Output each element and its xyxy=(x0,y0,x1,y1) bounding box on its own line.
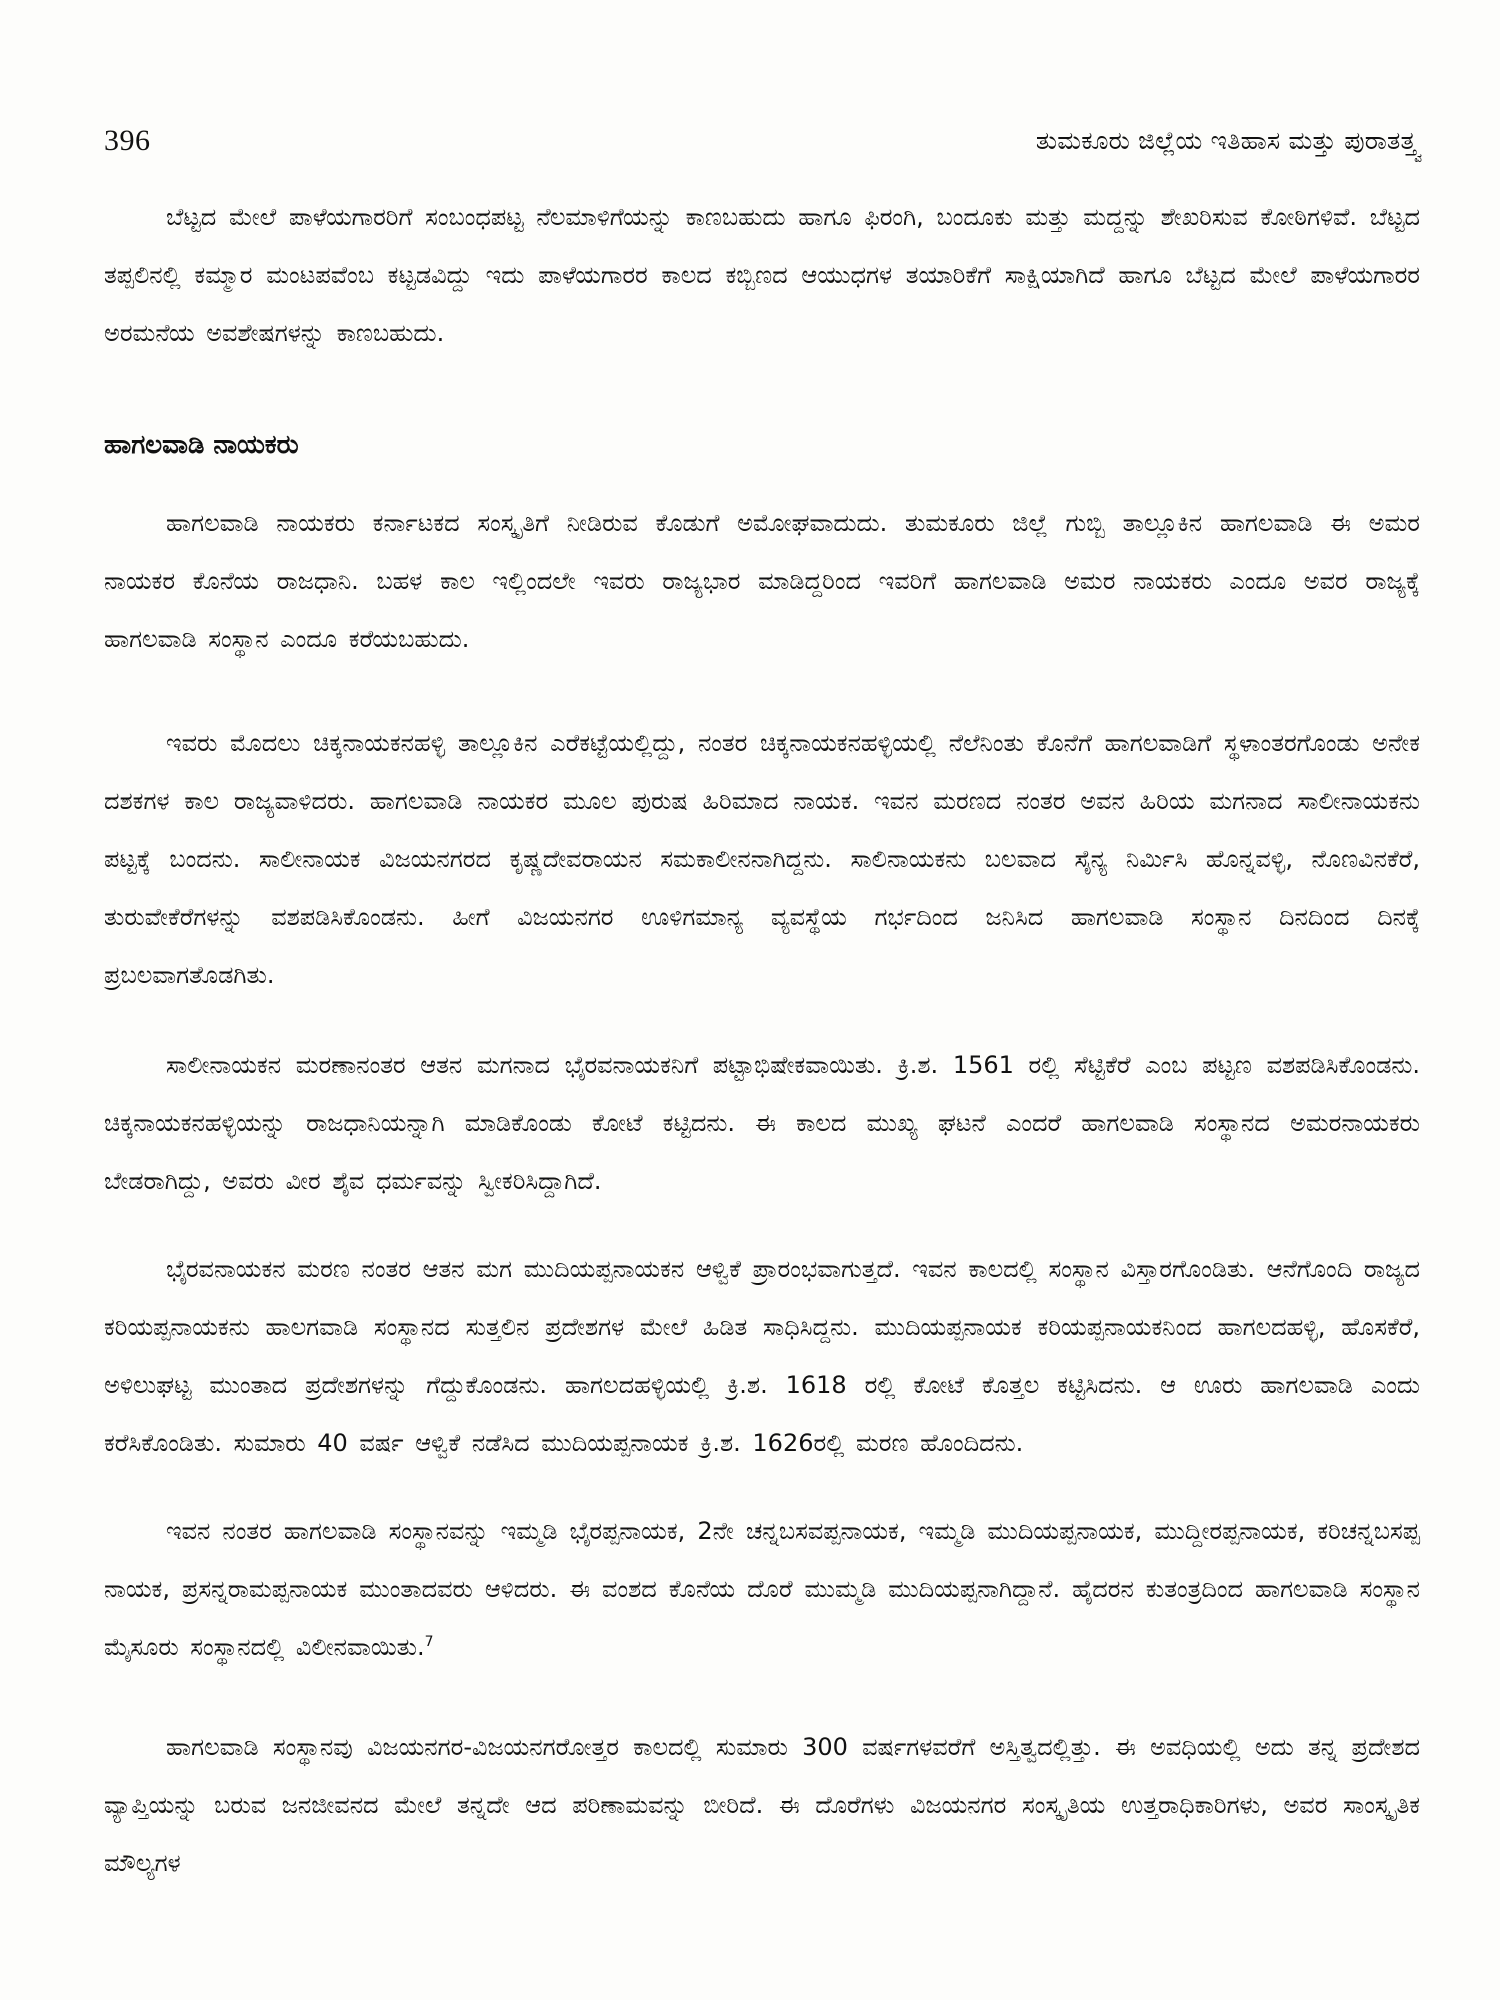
footnote-marker: 7 xyxy=(424,1634,434,1650)
paragraph-4: ಸಾಲೀನಾಯಕನ ಮರಣಾನಂತರ ಆತನ ಮಗನಾದ ಭೈರವನಾಯಕನಿಗೆ ಪಟ್ಟಾಭಿಷೇಕವಾಯಿತು. ಕ್ರಿ.ಶ. 1561 ರಲ್ಲಿ ಸೆಟ್ಟಿಕೆರೆ ಎಂಬ ಪಟ್ಟಣ ವಶಪಡಿಸಿಕೊಂಡನು. ಚಿಕ್ಕನಾಯಕನಹಳ್ಳಿಯನ್ನು ರಾಜಧಾನಿಯನ್ನಾಗಿ ಮಾಡಿಕೊಂಡು ಕೋಟೆ ಕಟ್ಟಿದನು. ಈ ಕಾಲದ ಮುಖ್ಯ ಘಟನೆ ಎಂದರೆ ಹಾಗಲವಾಡಿ ಸಂಸ್ಥಾನದ ಅಮರನಾಯಕರು ಬೇಡರಾಗಿದ್ದು, ಅವರು ವೀರ ಶೈವ ಧರ್ಮವನ್ನು ಸ್ವೀಕರಿಸಿದ್ದಾಗಿದೆ. xyxy=(104,1051,1420,1195)
paragraph-1: ಬೆಟ್ಟದ ಮೇಲೆ ಪಾಳೆಯಗಾರರಿಗೆ ಸಂಬಂಧಪಟ್ಟ ನೆಲಮಾಳಿಗೆಯನ್ನು ಕಾಣಬಹುದು ಹಾಗೂ ಫಿರಂಗಿ, ಬಂದೂಕು ಮತ್ತು ಮದ್ದನ್ನು ಶೇಖರಿಸುವ ಕೋಠಿಗಳಿವೆ. ಬೆಟ್ಟದ ತಪ್ಪಲಿನಲ್ಲಿ ಕಮ್ಮಾರ ಮಂಟಪವೆಂಬ ಕಟ್ಟಡವಿದ್ದು ಇದು ಪಾಳೆಯಗಾರರ ಕಾಲದ ಕಬ್ಬಿಣದ ಆಯುಧಗಳ ತಯಾರಿಕೆಗೆ ಸಾಕ್ಷಿಯಾಗಿದೆ ಹಾಗೂ ಬೆಟ್ಟದ ಮೇಲೆ ಪಾಳೆಯಗಾರರ ಅರಮನೆಯ ಅವಶೇಷಗಳನ್ನು ಕಾಣಬಹುದು. xyxy=(104,203,1420,347)
paragraph-6 xyxy=(104,1502,1420,1676)
paragraph-6-text: ಇವನ ನಂತರ ಹಾಗಲವಾಡಿ ಸಂಸ್ಥಾನವನ್ನು ಇಮ್ಮಡಿ ಭೈರಪ್ಪನಾಯಕ, 2ನೇ ಚನ್ನಬಸವಪ್ಪನಾಯಕ, ಇಮ್ಮಡಿ ಮುದಿಯಪ್ಪನಾಯಕ, ಮುದ್ದೀರಪ್ಪನಾಯಕ, ಕರಿಚನ್ನಬಸಪ್ಪ ನಾಯಕ, ಪ್ರಸನ್ನರಾಮಪ್ಪನಾಯಕ ಮುಂತಾದವರು ಆಳಿದರು. ಈ ವಂಶದ ಕೊನೆಯ ದೊರೆ ಮುಮ್ಮಡಿ ಮುದಿಯಪ್ಪನಾಗಿದ್ದಾನೆ. ಹೈದರನ ಕುತಂತ್ರದಿಂದ ಹಾಗಲವಾಡಿ ಸಂಸ್ಥಾನ ಮೈಸೂರು ಸಂಸ್ಥಾನದಲ್ಲಿ ವಿಲೀನವಾಯಿತು. xyxy=(104,1517,1420,1661)
paragraph-7: ಹಾಗಲವಾಡಿ ಸಂಸ್ಥಾನವು ವಿಜಯನಗರ-ವಿಜಯನಗರೋತ್ತರ ಕಾಲದಲ್ಲಿ ಸುಮಾರು 300 ವರ್ಷಗಳವರೆಗೆ ಅಸ್ತಿತ್ವದಲ್ಲಿತ್ತು. ಈ ಅವಧಿಯಲ್ಲಿ ಅದು ತನ್ನ ಪ್ರದೇಶದ ವ್ಯಾಪ್ತಿಯನ್ನು ಬರುವ ಜನಜೀವನದ ಮೇಲೆ ತನ್ನದೇ ಆದ ಪರಿಣಾಮವನ್ನು ಬೀರಿದೆ. ಈ ದೊರೆಗಳು ವಿಜಯನಗರ ಸಂಸ್ಕೃತಿಯ ಉತ್ತರಾಧಿಕಾರಿಗಳು, ಅವರ ಸಾಂಸ್ಕೃತಿಕ ಮೌಲ್ಯಗಳ xyxy=(104,1733,1420,1877)
page-header xyxy=(104,118,1420,164)
paragraph-5: ಭೈರವನಾಯಕನ ಮರಣ ನಂತರ ಆತನ ಮಗ ಮುದಿಯಪ್ಪನಾಯಕನ ಆಳ್ವಿಕೆ ಪ್ರಾರಂಭವಾಗುತ್ತದೆ. ಇವನ ಕಾಲದಲ್ಲಿ ಸಂಸ್ಥಾನ ವಿಸ್ತಾರಗೊಂಡಿತು. ಆನೆಗೊಂದಿ ರಾಜ್ಯದ ಕರಿಯಪ್ಪನಾಯಕನು ಹಾಲಗವಾಡಿ ಸಂಸ್ಥಾನದ ಸುತ್ತಲಿನ ಪ್ರದೇಶಗಳ ಮೇಲೆ ಹಿಡಿತ ಸಾಧಿಸಿದ್ದನು. ಮುದಿಯಪ್ಪನಾಯಕ ಕರಿಯಪ್ಪನಾಯಕನಿಂದ ಹಾಗಲದಹಳ್ಳಿ, ಹೊಸಕೆರೆ, ಅಳಿಲುಘಟ್ಟ ಮುಂತಾದ ಪ್ರದೇಶಗಳನ್ನು ಗೆದ್ದುಕೊಂಡನು. ಹಾಗಲದಹಳ್ಳಿಯಲ್ಲಿ ಕ್ರಿ.ಶ. 1618 ರಲ್ಲಿ ಕೋಟೆ ಕೊತ್ತಲ ಕಟ್ಟಿಸಿದನು. ಆ ಊರು ಹಾಗಲವಾಡಿ ಎಂದು ಕರೆಸಿಕೊಂಡಿತು. ಸುಮಾರು 40 ವರ್ಷ ಆಳ್ವಿಕೆ ನಡೆಸಿದ ಮುದಿಯಪ್ಪನಾಯಕ ಕ್ರಿ.ಶ. 1626ರಲ್ಲಿ ಮರಣ ಹೊಂದಿದನು. xyxy=(104,1255,1420,1457)
running-title: ತುಮಕೂರು ಜಿಲ್ಲೆಯ ಇತಿಹಾಸ ಮತ್ತು ಪುರಾತತ್ತ್ವ xyxy=(1035,126,1420,155)
paragraph-2: ಹಾಗಲವಾಡಿ ನಾಯಕರು ಕರ್ನಾಟಕದ ಸಂಸ್ಕೃತಿಗೆ ನೀಡಿರುವ ಕೊಡುಗೆ ಅಮೋಘವಾದುದು. ತುಮಕೂರು ಜಿಲ್ಲೆ ಗುಬ್ಬಿ ತಾಲ್ಲೂಕಿನ ಹಾಗಲವಾಡಿ ಈ ಅಮರ ನಾಯಕರ ಕೊನೆಯ ರಾಜಧಾನಿ. ಬಹಳ ಕಾಲ ಇಲ್ಲಿಂದಲೇ ಇವರು ರಾಜ್ಯಭಾರ ಮಾಡಿದ್ದರಿಂದ ಇವರಿಗೆ ಹಾಗಲವಾಡಿ ಅಮರ ನಾಯಕರು ಎಂದೂ ಅವರ ರಾಜ್ಯಕ್ಕೆ ಹಾಗಲವಾಡಿ ಸಂಸ್ಥಾನ ಎಂದೂ ಕರೆಯಬಹುದು. xyxy=(104,509,1420,653)
page-number: 396 xyxy=(104,124,151,157)
paragraph-3: ಇವರು ಮೊದಲು ಚಿಕ್ಕನಾಯಕನಹಳ್ಳಿ ತಾಲ್ಲೂಕಿನ ಎರೆಕಟ್ಟೆಯಲ್ಲಿದ್ದು, ನಂತರ ಚಿಕ್ಕನಾಯಕನಹಳ್ಳಿಯಲ್ಲಿ ನೆಲೆನಿಂತು ಕೊನೆಗೆ ಹಾಗಲವಾಡಿಗೆ ಸ್ಥಳಾಂತರಗೊಂಡು ಅನೇಕ ದಶಕಗಳ ಕಾಲ ರಾಜ್ಯವಾಳಿದರು. ಹಾಗಲವಾಡಿ ನಾಯಕರ ಮೂಲ ಪುರುಷ ಹಿರಿಮಾದ ನಾಯಕ. ಇವನ ಮರಣದ ನಂತರ ಅವನ ಹಿರಿಯ ಮಗನಾದ ಸಾಲೀನಾಯಕನು ಪಟ್ಟಕ್ಕೆ ಬಂದನು. ಸಾಲೀನಾಯಕ ವಿಜಯನಗರದ ಕೃಷ್ಣದೇವರಾಯನ ಸಮಕಾಲೀನನಾಗಿದ್ದನು. ಸಾಲಿನಾಯಕನು ಬಲವಾದ ಸೈನ್ಯ ನಿರ್ಮಿಸಿ ಹೊನ್ನವಳ್ಳಿ, ನೊಣವಿನಕೆರೆ, ತುರುವೇಕೆರೆಗಳನ್ನು ವಶಪಡಿಸಿಕೊಂಡನು. ಹೀಗೆ ವಿಜಯನಗರ ಊಳಿಗಮಾನ್ಯ ವ್ಯವಸ್ಥೆಯ ಗರ್ಭದಿಂದ ಜನಿಸಿದ ಹಾಗಲವಾಡಿ ಸಂಸ್ಥಾನ ದಿನದಿಂದ ದಿನಕ್ಕೆ ಪ್ರಬಲವಾಗತೊಡಗಿತು. xyxy=(104,729,1420,989)
section-heading: ಹಾಗಲವಾಡಿ ನಾಯಕರು xyxy=(104,430,299,460)
